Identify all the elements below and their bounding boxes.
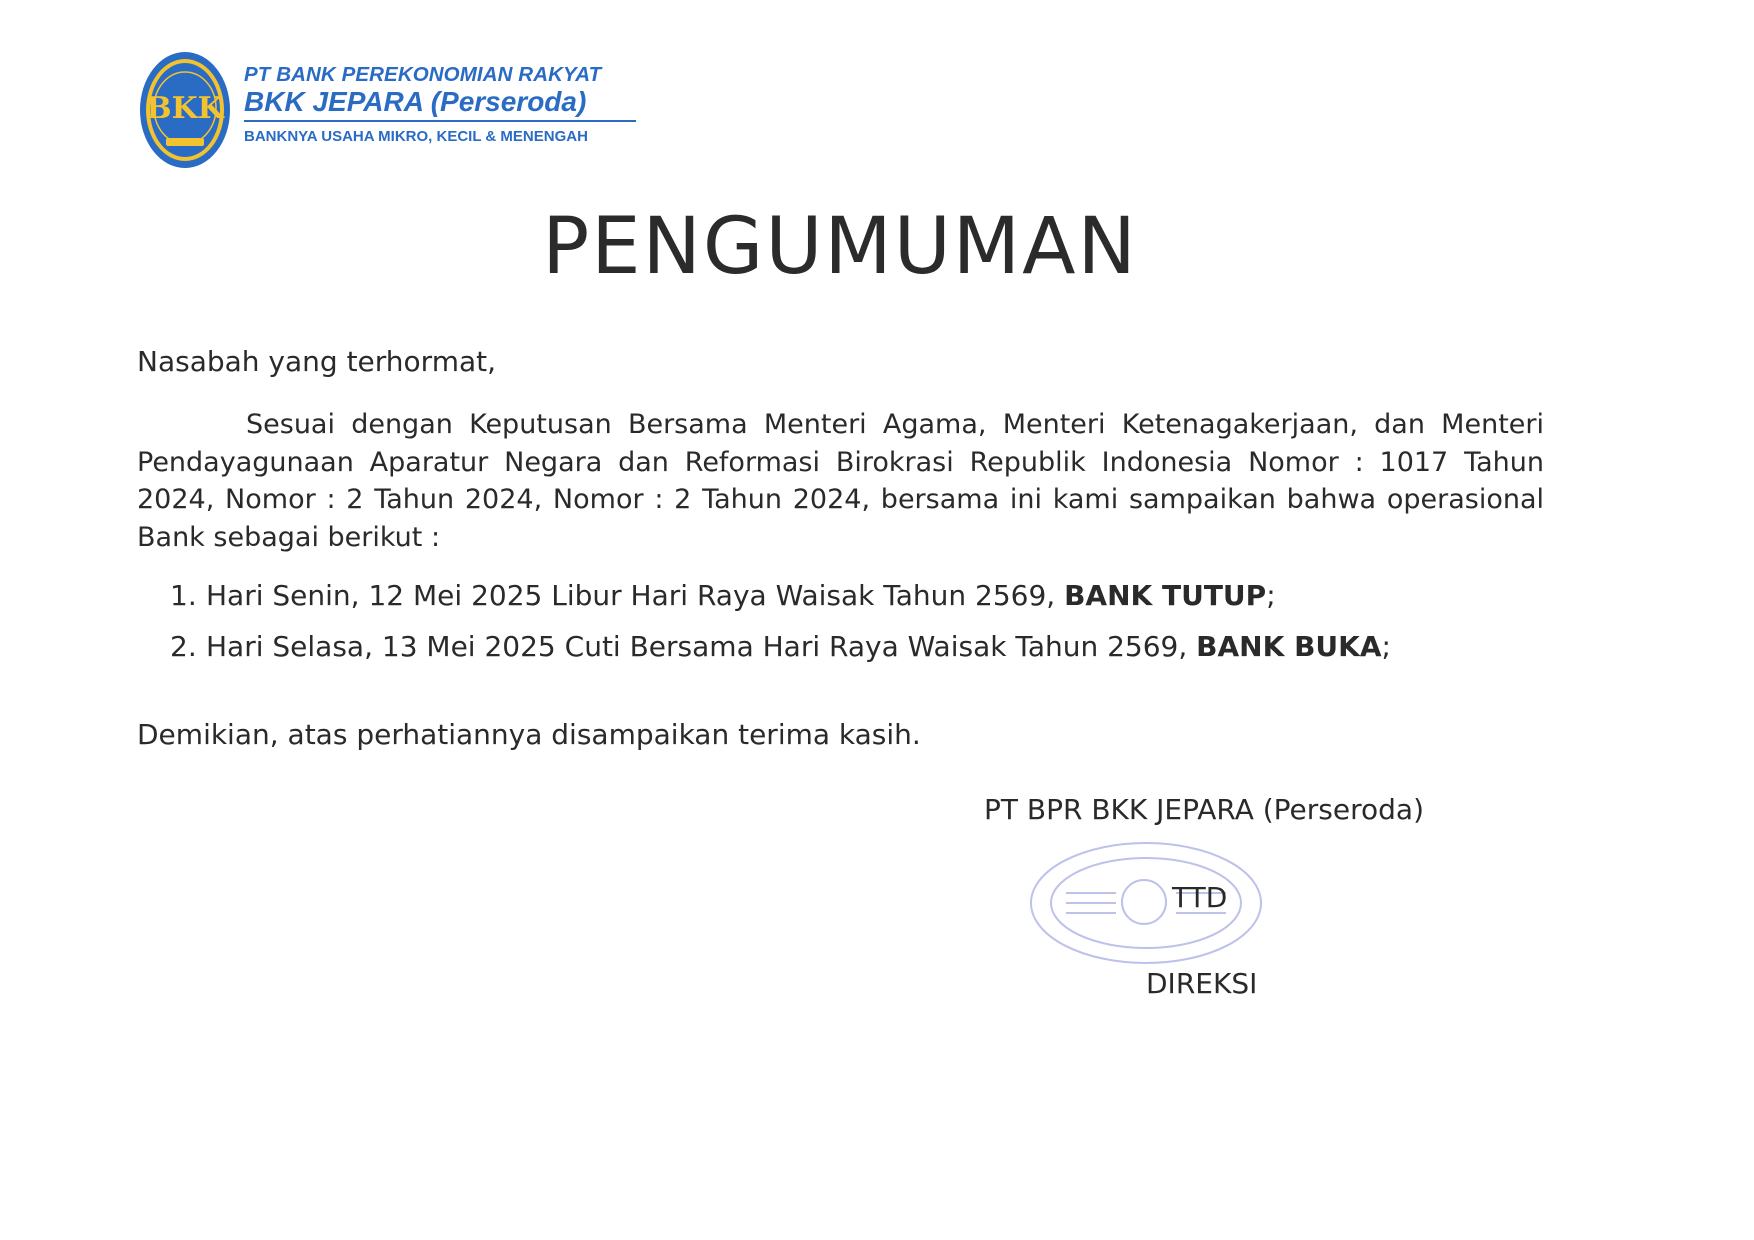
logo-text: BKK xyxy=(146,91,224,126)
closing-text: Demikian, atas perhatiannya disampaikan terima kasih. xyxy=(137,718,921,751)
list-number: 1. xyxy=(170,579,197,612)
list-text: Hari Selasa, 13 Mei 2025 Cuti Bersama Hari Raya Waisak Tahun 2569, xyxy=(206,630,1197,663)
company-stamp-icon xyxy=(1026,838,1266,968)
letterhead-text xyxy=(244,64,664,146)
list-number: 2. xyxy=(170,630,197,663)
bank-tagline: BANKNYA USAHA MIKRO, KECIL & MENENGAH xyxy=(244,128,588,145)
list-status: BANK TUTUP xyxy=(1064,579,1267,612)
salutation: Nasabah yang terhormat, xyxy=(137,345,497,378)
bank-type: PT BANK PEREKONOMIAN RAKYAT xyxy=(244,63,602,86)
bank-name: BKK JEPARA (Perseroda) xyxy=(244,86,587,117)
list-end: ; xyxy=(1381,630,1391,663)
body-paragraph: Sesuai dengan Keputusan Bersama Menteri Agama, Menteri Ketenagakerjaan, dan Menteri Pendayagunaan Aparatur Negara dan Reformasi Birokrasi Republik Indonesia Nomor : 1017 Tahun 2024, Nomor : 2 Tahun 2024, Nomor : 2 Tahun 2024, bersama ini kami sampaikan bahwa operasional Bank sebagai berikut : xyxy=(137,409,1544,553)
list-text: Hari Senin, 12 Mei 2025 Libur Hari Raya Waisak Tahun 2569, xyxy=(206,579,1065,612)
page-title: PENGUMUMAN xyxy=(542,202,1138,292)
signature-ttd: TTD xyxy=(1172,881,1228,914)
list-item xyxy=(170,629,1470,665)
list-item xyxy=(170,578,1470,614)
signatory-company: PT BPR BKK JEPARA (Perseroda) xyxy=(984,793,1424,826)
list-end: ; xyxy=(1266,579,1276,612)
letterhead xyxy=(138,50,658,172)
list-status: BANK BUKA xyxy=(1196,630,1382,663)
schedule-list xyxy=(170,578,1470,680)
bkk-logo-icon xyxy=(138,50,232,170)
letterhead-divider xyxy=(244,120,636,122)
signatory-role: DIREKSI xyxy=(1146,967,1258,1000)
